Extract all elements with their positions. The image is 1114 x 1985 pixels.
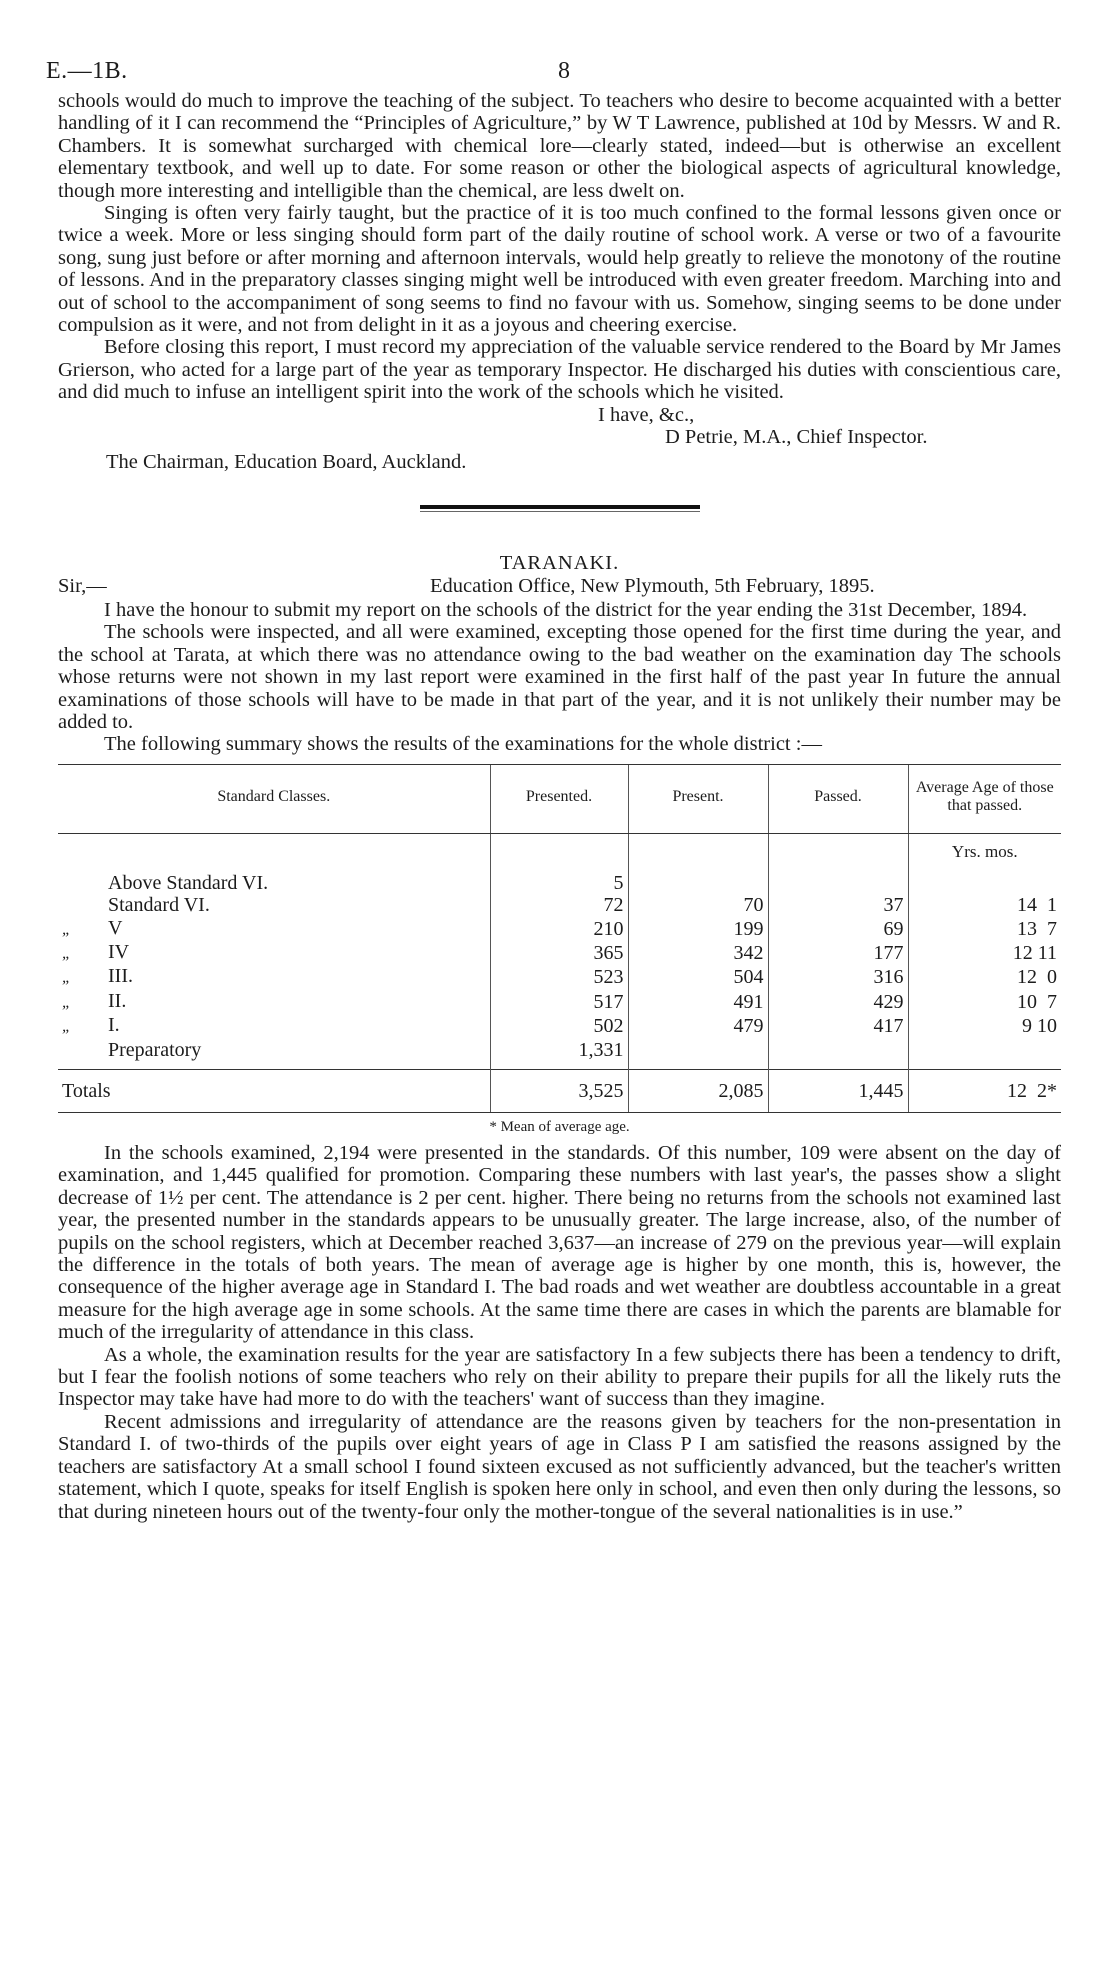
salutation: Sir,— [58, 574, 107, 597]
class-label: Above Standard VI. [108, 871, 269, 894]
totals-row [58, 1070, 1061, 1113]
present-cell: 199 [628, 917, 768, 941]
present-cell: 491 [628, 990, 768, 1014]
ditto-mark: „ [62, 993, 71, 1011]
passed-cell [768, 1039, 908, 1061]
age-cell: 13 7 [908, 917, 1061, 941]
ditto-mark: „ [62, 920, 71, 938]
class-label: III. [108, 965, 133, 988]
present-total: 2,085 [628, 1070, 768, 1113]
passed-cell: 417 [768, 1014, 908, 1038]
column-header: Presented. [490, 764, 628, 833]
present-cell [628, 1039, 768, 1061]
passed-cell: 69 [768, 917, 908, 941]
column-header: Present. [628, 764, 768, 833]
presented-cell: 72 [490, 894, 628, 916]
units-row [58, 833, 1061, 864]
passed-cell [768, 872, 908, 894]
table-header-row [58, 764, 1061, 833]
class-label: Preparatory [108, 1038, 202, 1061]
presented-cell: 365 [490, 941, 628, 965]
ditto-mark: „ [62, 1018, 71, 1036]
age-cell [908, 1039, 1061, 1061]
page-header [46, 58, 1061, 90]
table-footnote: * Mean of average age. [489, 1119, 630, 1135]
page-number: 8 [558, 58, 570, 84]
class-label: V [108, 916, 123, 939]
totals-label: Totals [58, 1070, 490, 1113]
age-cell [908, 872, 1061, 894]
presented-cell: 523 [490, 965, 628, 989]
present-cell: 70 [628, 894, 768, 916]
table-row [58, 1014, 1061, 1038]
column-header: Average Age of those that passed. [908, 764, 1061, 833]
body-paragraph: As a whole, the examination results for the year are satisfactory In a few subjects there has been a tendency to drift, but I fear the foolish notions of some teachers who rely on their ability to prepare their pupils for all the likely ruts the Inspector may take have had more to do with the teachers' want of success than they imagine. [58, 1343, 1061, 1411]
signoff-signature: D Petrie, M.A., Chief Inspector. [665, 426, 928, 449]
section-divider [420, 505, 700, 509]
class-label: IV [108, 940, 130, 963]
results-table [58, 764, 1061, 1113]
passed-total: 1,445 [768, 1070, 908, 1113]
present-cell [628, 872, 768, 894]
table-row [58, 894, 1061, 916]
body-paragraph: The following summary shows the results of the examinations for the whole district :— [104, 733, 822, 756]
age-cell: 12 11 [908, 941, 1061, 965]
ditto-mark: „ [62, 969, 71, 987]
section-title: TARANAKI. [499, 551, 620, 574]
present-cell: 504 [628, 965, 768, 989]
passed-cell: 429 [768, 990, 908, 1014]
table-row [58, 917, 1061, 941]
passed-cell: 177 [768, 941, 908, 965]
presented-total: 3,525 [490, 1070, 628, 1113]
column-header: Standard Classes. [58, 764, 490, 833]
body-paragraph: I have the honour to submit my report on the schools of the district for the year ending the 31st December, 1894. [104, 598, 1028, 621]
body-paragraph: schools would do much to improve the teaching of the subject. To teachers who desire to become acquainted with a better handling of it I can recommend the “Principles of Agriculture,” by W T Lawrence, published at 10d by Messrs. W and R. Chambers. It is somewhat surcharged with chemical lore—clearly stated, indeed—but is otherwise an excellent elementary textbook, and well up to date. For some reason or other the biological aspects of agricultural knowledge, though more interesting and intelligible than the chemical, are less dwelt on. [58, 90, 1061, 202]
document-reference: E.—1B. [46, 58, 128, 84]
passed-cell: 37 [768, 894, 908, 916]
presented-cell: 517 [490, 990, 628, 1014]
table-row [58, 1039, 1061, 1061]
body-paragraph: The schools were inspected, and all were examined, excepting those opened for the first time during the year, and the school at Tarata, at which there was no attendance owing to the bad weather on the examination day The schools whose returns were not shown in my last report were examined in the first half of the past year In future the annual examinations of those schools will have to be made in that part of the year, and it is not unlikely their number may be added to. [58, 621, 1061, 733]
age-cell: 10 7 [908, 990, 1061, 1014]
presented-cell: 210 [490, 917, 628, 941]
office-date-line: Education Office, New Plymouth, 5th February, 1895. [430, 574, 875, 597]
body-paragraph: In the schools examined, 2,194 were presented in the standards. Of this number, 109 were absent on the day of examination, and 1,445 qualified for promotion. Comparing these numbers with last year's, the passes show a slight decrease of 1½ per cent. The attendance is 2 per cent. higher. There being no returns from the schools not examined last year, the presented number in the standards appears to be unusually greater. The large increase, also, of the number of pupils on the school registers, which at December reached 3,637—an increase of 279 on the previous year—will explain the difference in the totals of both years. The mean of average age is higher by one month, this is, however, the consequence of the higher average age in Standard I. The bad roads and wet weather are doubtless accountable in a great measure for the high average age in some schools. At the same time there are cases in which the parents are blamable for much of the irregularity of attendance in this class. [58, 1142, 1061, 1344]
present-cell: 342 [628, 941, 768, 965]
table-row [58, 941, 1061, 965]
passed-cell: 316 [768, 965, 908, 989]
age-cell: 12 0 [908, 965, 1061, 989]
ditto-mark: „ [62, 944, 71, 962]
age-cell: 14 1 [908, 894, 1061, 916]
salutation-line [58, 575, 1061, 599]
table-row [58, 872, 1061, 894]
body-paragraph: Recent admissions and irregularity of attendance are the reasons given by teachers for the non-presentation in Standard I. of two-thirds of the pupils over eight years of age in Class P I am satisfied the reasons assigned by the teachers are satisfactory At a small school I found sixteen excused as not sufficiently advanced, but the teacher's written statement, which I quote, speaks for itself English is spoken here only in school, and even then only during the lessons, so that during nineteen hours out of the twenty-four only the mother-tongue of the several nationalities is in use.” [58, 1410, 1061, 1523]
document-page [46, 58, 1061, 1523]
class-label: II. [108, 989, 127, 1012]
presented-cell: 502 [490, 1014, 628, 1038]
age-units: Yrs. mos. [908, 833, 1061, 864]
class-label: Standard VI. [108, 894, 210, 917]
addressee-line: The Chairman, Education Board, Auckland. [106, 450, 467, 473]
presented-cell: 5 [490, 872, 628, 894]
age-total: 12 2* [908, 1070, 1061, 1113]
body-paragraph: Before closing this report, I must record my appreciation of the valuable service rendered to the Board by Mr James Grierson, who acted for a large part of the year as temporary Inspector. He discharged his duties with conscientious care, and did much to infuse an intelligent spirit into the work of the schools which he visited. [58, 336, 1061, 404]
body-paragraph: Singing is often very fairly taught, but the practice of it is too much confined to the formal lessons given once or twice a week. More or less singing should form part of the daily routine of school work. A verse or two of a favourite song, sung just before or after morning and afternoon intervals, would help greatly to relieve the monotony of the routine of lessons. And in the preparatory classes singing might well be introduced with even greater freedom. Marching into and out of school to the accompaniment of song seems to find no favour with us. Somehow, singing seems to be done under compulsion as it were, and not from delight in it as a joyous and cheering exercise. [58, 202, 1061, 337]
class-label: I. [108, 1014, 120, 1037]
section-divider-thin [420, 511, 700, 512]
column-header: Passed. [768, 764, 908, 833]
table-row [58, 965, 1061, 989]
presented-cell: 1,331 [490, 1039, 628, 1061]
age-cell: 9 10 [908, 1014, 1061, 1038]
table-row [58, 990, 1061, 1014]
signoff-greeting: I have, &c., [598, 403, 695, 426]
present-cell: 479 [628, 1014, 768, 1038]
